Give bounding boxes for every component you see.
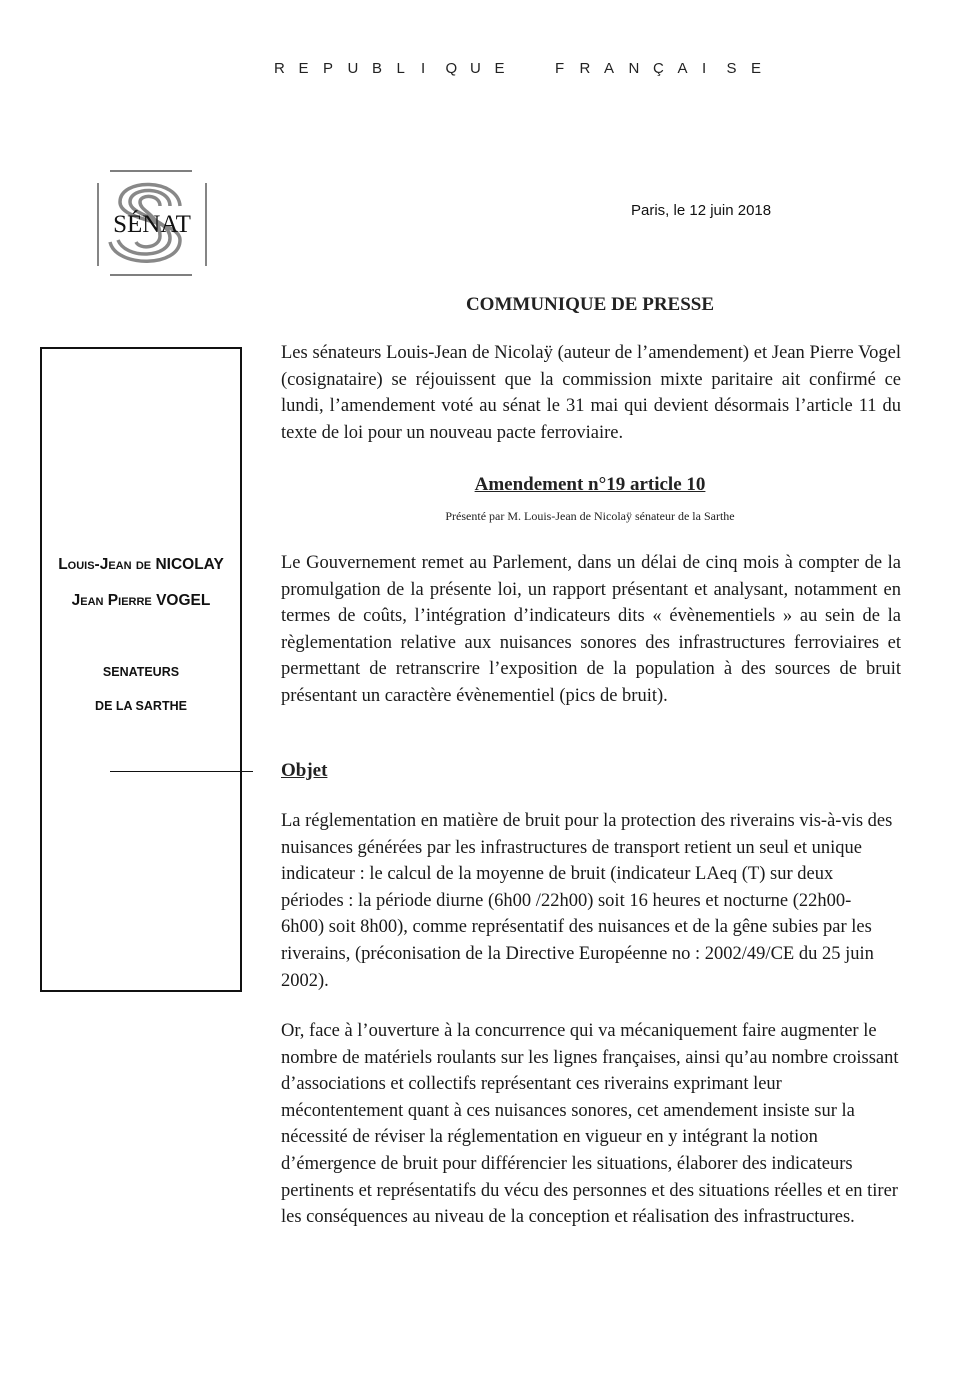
objet-paragraph-1: La réglementation en matière de bruit pour la protection des riverains vis-à-vis des nuisances générées par les infrastructures de transport retient un seul et unique indicateur : le calcul de la moyenne de bruit (indicateur LAeq (T) sur deux périodes : la période diurne (6h00 /22h00) soit 16 heures et nocturne (22h00- 6h00) soit 8h00), comme représentatif des nuisances et de la gêne subies par les riverains, (préconisation de la Directive Européenne no : 2002/49/CE du 25 juin 2002). bbox=[281, 811, 893, 991]
header-letter: R bbox=[274, 60, 285, 77]
senator2-last-name: VOGEL bbox=[156, 592, 211, 609]
header-letter: Q bbox=[445, 60, 458, 77]
header-letter: I bbox=[421, 60, 426, 77]
header-letter: S bbox=[726, 60, 737, 77]
senator1-first-name: Louis-Jean de bbox=[58, 556, 152, 573]
senator1-last-name: NICOLAY bbox=[155, 556, 224, 573]
header-letter: A bbox=[604, 60, 615, 77]
date-line: Paris, le 12 juin 2018 bbox=[631, 202, 772, 219]
header-letter: E bbox=[494, 60, 505, 77]
header-word-francaise bbox=[555, 60, 776, 77]
header-letter: R bbox=[579, 60, 591, 77]
senators-department: DE LA SARTHE bbox=[95, 699, 187, 713]
header-letter: E bbox=[298, 60, 309, 77]
header-letter: L bbox=[396, 60, 405, 77]
senator-name-2 bbox=[42, 592, 240, 610]
header-letter: F bbox=[555, 60, 565, 77]
header-letter: I bbox=[702, 60, 707, 77]
senator-name-1 bbox=[42, 556, 240, 574]
header-letter: E bbox=[751, 60, 762, 77]
header-letter: A bbox=[677, 60, 688, 77]
header-letter: Ç bbox=[653, 60, 664, 77]
senators-role: SENATEURS bbox=[102, 665, 180, 679]
sidebar-divider bbox=[110, 771, 253, 772]
objet-heading: Objet bbox=[281, 760, 328, 781]
amendment-title: Amendement n°19 article 10 bbox=[474, 474, 706, 495]
header-letter: U bbox=[470, 60, 481, 77]
header-republique-francaise bbox=[274, 60, 776, 77]
intro-paragraph: Les sénateurs Louis-Jean de Nicolaÿ (auteur de l’amendement) et Jean Pierre Vogel (cosignataire) se réjouissent que la commission mixte paritaire ait confirmé ce lundi, l’amendement voté au sénat le 31 mai qui devient désormais l’article 11 du texte de loi pour un nouveau pacte ferroviaire. bbox=[281, 343, 901, 443]
header-letter: N bbox=[628, 60, 640, 77]
senat-logo-text: SÉNAT bbox=[113, 211, 191, 238]
header-letter: P bbox=[323, 60, 334, 77]
objet-paragraph-2: Or, face à l’ouverture à la concurrence qui va mécaniquement faire augmenter le nombre de matériels roulants sur les lignes françaises, ainsi qu’au nombre croissant d’associations et collectifs représentant ces riverains exprimant leur mécontentement quant à ces nuisances sonores, cet amendement insiste sur la nécessité de réviser la réglementation en vigueur en y intégrant la notion d’émergence de bruit pour différencier les situations, élaborer des indicateurs pertinents et représentatifs du vécu des personnes et des situations réelles et en tirer les conséquences au niveau de la conception et réalisation des infrastructures. bbox=[281, 1021, 899, 1228]
senators-sidebar-box bbox=[40, 347, 242, 992]
amendment-subtitle: Présenté par M. Louis-Jean de Nicolaÿ sénateur de la Sarthe bbox=[445, 509, 735, 523]
senat-logo-icon bbox=[96, 168, 208, 278]
press-release-title: COMMUNIQUE DE PRESSE bbox=[465, 294, 715, 315]
header-letter: U bbox=[347, 60, 359, 77]
header-letter: B bbox=[372, 60, 383, 77]
amendment-text: Le Gouvernement remet au Parlement, dans un délai de cinq mois à compter de la promulgation de la présente loi, un rapport présentant et analysant, notamment en termes de coûts, l’intégration d’indicateurs dits « évènementiels » au sein de la règlementation relative aux nuisances sonores des infrastructures ferroviaires et permettant de retranscrire l’exposition de la population à des sources de bruit présentant un caractère évènementiel (pics de bruit). bbox=[281, 553, 901, 706]
senator2-first-name: Jean Pierre bbox=[71, 592, 152, 609]
header-word-republique bbox=[274, 60, 519, 77]
